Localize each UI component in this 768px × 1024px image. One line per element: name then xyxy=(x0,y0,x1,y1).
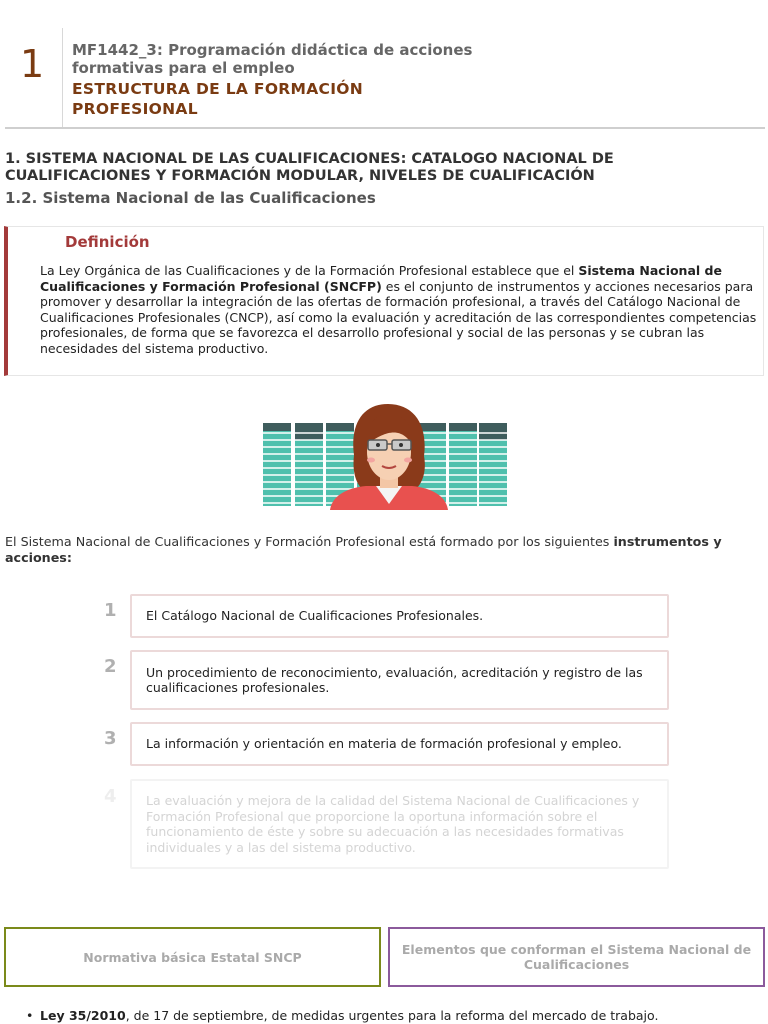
unit-number: 1 xyxy=(20,42,45,86)
definition-text xyxy=(40,263,768,357)
item-number-1: 1 xyxy=(104,600,117,621)
item-card-2[interactable]: Un procedimiento de reconocimiento, evaluación, acreditación y registro de las cualificaciones profesionales. xyxy=(130,650,669,710)
item-card-3[interactable]: La información y orientación en materia de formación profesional y empleo. xyxy=(130,722,669,766)
intro-text xyxy=(5,534,745,566)
subsection-title: 1.2. Sistema Nacional de las Cualificaciones xyxy=(5,189,376,207)
item-number-3: 3 xyxy=(104,728,117,749)
definition-box xyxy=(4,226,764,376)
unit-title: ESTRUCTURA DE LA FORMACIÓN PROFESIONAL xyxy=(72,80,364,118)
tab-normativa-basica[interactable]: Normativa básica Estatal SNCP xyxy=(4,927,381,987)
item-number-2: 2 xyxy=(104,656,117,677)
item-card-1[interactable]: El Catálogo Nacional de Cualificaciones Profesionales. xyxy=(130,594,669,638)
item-number-4: 4 xyxy=(104,786,117,807)
definition-text-a: La Ley Orgánica de las Cualificaciones y de la Formación Profesional establece que el xyxy=(40,263,579,278)
item-card-4[interactable]: La evaluación y mejora de la calidad del Sistema Nacional de Cualificaciones y Formación Profesional que proporcione la oportuna información sobre el funcionamiento de éste y sobre su adecuación a las necesidades formativas individuales y a las del sistema productivo. xyxy=(130,779,669,869)
section-title: 1. SISTEMA NACIONAL DE LAS CUALIFICACIONES: CATALOGO NACIONAL DE CUALIFICACIONES Y FORMACIÓN MODULAR, NIVELES DE CUALIFICACIÓN xyxy=(5,151,614,184)
law-list-item xyxy=(26,1008,659,1023)
module-title: MF1442_3: Programación didáctica de acciones formativas para el empleo xyxy=(72,41,473,77)
intro-text-plain: El Sistema Nacional de Cualificaciones y Formación Profesional está formado por los siguientes xyxy=(5,534,614,549)
unit-header xyxy=(0,28,768,130)
definition-label: Definición xyxy=(65,233,150,251)
definition-text-bold: Sistema Nacional de Cualificaciones y Formación Profesional (SNCFP) xyxy=(40,263,722,294)
header-divider xyxy=(62,28,63,128)
presenter-avatar-illustration xyxy=(262,400,507,510)
intro-text-bold: instrumentos y acciones: xyxy=(5,534,722,565)
law-description: , de 17 de septiembre, de medidas urgentes para la reforma del mercado de trabajo. xyxy=(125,1008,659,1023)
header-rule xyxy=(5,127,765,129)
definition-text-b: es el conjunto de instrumentos y acciones necesarios para promover y desarrollar la integración de las ofertas de formación profesional, a través del Catálogo Nacional de Cualificaciones Profesionales (CNCP), así como la evaluación y acreditación de las correspondientes competencias profesionales, de forma que se favorezca el desarrollo profesional y social de las personas y se cubran las necesidades del sistema productivo. xyxy=(40,278,757,356)
law-name: Ley 35/2010 xyxy=(40,1008,126,1023)
tab-elementos-sistema[interactable]: Elementos que conforman el Sistema Nacional de Cualificaciones xyxy=(388,927,765,987)
bullet-icon: • xyxy=(26,1008,34,1023)
